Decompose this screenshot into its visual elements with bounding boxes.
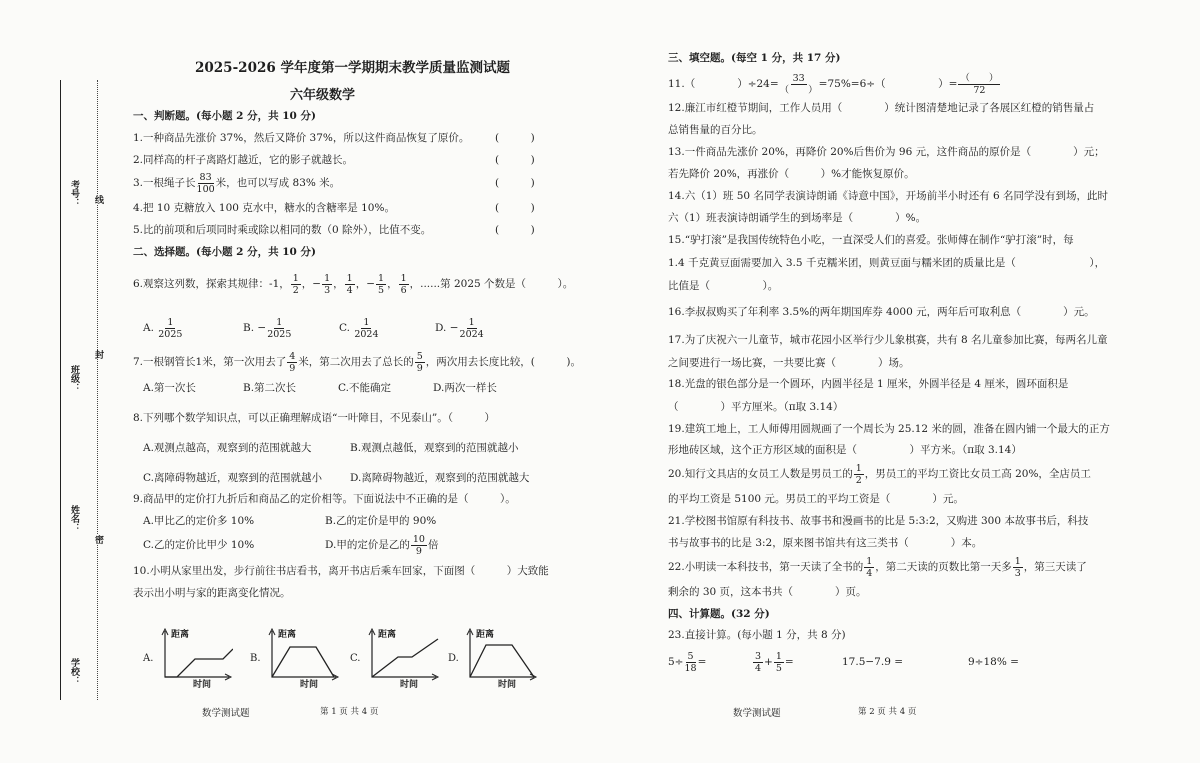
fraction: $\frac{1}{2}$ [855,462,862,486]
question-7: 7.一根钢管长1米，第一次用去了 $\frac{4}{9}$ 米，第二次用去了总长的 $\frac{5}{9}$ ，两次用去长度比较，( )。 [133,350,581,374]
q7-option-d[interactable]: D.两次一样长 [433,382,497,394]
page-number: 第 1 页 共 4 页 [320,707,379,717]
answer-paren-3[interactable]: ( ) [495,177,535,189]
sequence-fraction: $\frac{1}{4}$ [346,272,353,296]
fraction: $\frac{33}{( )}$ [779,72,818,96]
answer-paren-4[interactable]: ( ) [495,202,535,214]
binding-line [60,80,61,700]
question-18-line-2: （ ）平方厘米。（π取 3.14） [668,401,844,413]
fraction: $\frac{83}{100}$ [196,171,215,195]
distance-line [272,647,334,677]
graph-x-label: 时间 [400,680,419,690]
question-3: 3.一根绳子长 $\frac{83}{100}$ 米，也可以写成 83% 米。 [133,171,341,195]
margin-feng: 封 [93,350,103,359]
fraction: $\frac{5}{9}$ [416,350,423,374]
question-19-line-2: 形地砖区域，这个正方形区域的面积是（ ）平方米。（π取 3.14） [668,444,1022,456]
q8-option-a[interactable]: A.观测点越高，观察到的范围就越大 [143,442,312,454]
fraction: $\frac{4}{9}$ [289,350,296,374]
fraction: $\frac{1}{5}$ [775,650,782,674]
distance-line [470,645,534,677]
sequence-fraction: $\frac{1}{6}$ [400,272,407,296]
q6-option-c[interactable]: C. $\frac{1}{2024}$ [339,316,379,340]
question-22-line-1: 22.小明读一本科技书，第一天读了全书的 $\frac{1}{4}$ ，第二天读的页数比第一天多 $\frac{1}{3}$ ，第三天读了 [668,555,1087,579]
question-2: 2.同样高的杆子离路灯越近，它的影子就越长。 [133,154,354,166]
question-9: 9.商品甲的定价打九折后和商品乙的定价相等。下面说法中不正确的是（ ）。 [133,493,516,505]
question-8: 8.下列哪个数学知识点，可以正确理解成语“一叶障目，不见泰山”。（ ） [133,412,496,424]
q9-option-d[interactable]: D.甲的定价是乙的 $\frac{10}{9}$ 倍 [325,533,439,557]
sequence-fraction: $\frac{1}{2}$ [292,272,299,296]
q6-option-a[interactable]: A. $\frac{1}{2025}$ [143,316,183,340]
answer-paren-5[interactable]: ( ) [495,224,535,236]
question-23: 23.直接计算。(每小题 1 分，共 8 分) [668,629,846,641]
q10-graph-d[interactable] [448,625,538,690]
question-17-line-2: 之间要进行一场比赛，一共要比赛（ ）场。 [668,357,910,369]
question-10-line-1: 10.小明从家里出发，步行前往书店看书，离开书店后乘车回家，下面图（ ）大致能 [133,565,549,577]
section-4-heading: 四、计算题。(32 分) [668,608,770,620]
distance-line [372,639,438,677]
binding-dotted-line [97,80,98,700]
q10-graph-b[interactable] [250,625,340,690]
graph-y-label: 距离 [378,630,397,640]
fraction: $\frac{1}{2024}$ [459,316,484,340]
section-2-heading: 二、选择题。(每小题 2 分，共 10 分) [133,246,316,258]
exam-subtitle: 六年级数学 [290,88,356,103]
fraction: $\frac{( )}{72}$ [960,72,999,96]
question-1: 1.一种商品先涨价 37%，然后又降价 37%，所以这件商品恢复了原价。 [133,132,470,144]
question-15-line-1: 15.“驴打滚”是我国传统特色小吃，一直深受人们的喜爱。张师傅在制作“驴打滚”时，每 [668,234,1074,246]
fraction: $\frac{5}{18}$ [684,650,697,674]
graph-y-label: 距离 [171,630,190,640]
page-footer: 数学测试题 [733,708,781,719]
q8-option-d[interactable]: D.离障碍物越近，观察到的范围就越大 [350,472,530,484]
graph-x-label: 时间 [193,680,212,690]
calc-4: 9÷18% = [968,656,1019,668]
calc-2: $\frac{3}{4}$ + $\frac{1}{5}$ = [755,650,794,674]
fraction: $\frac{10}{9}$ [412,533,425,557]
margin-mi: 密 [93,535,103,544]
question-15-line-3: 比值是（ ）。 [668,280,779,292]
q10-graph-c[interactable] [350,625,440,690]
question-13-line-1: 13.一件商品先涨价 20%，再降价 20%后售价为 96 元，这件商品的原价是（ ）元； [668,146,1105,158]
q9-option-a[interactable]: A.甲比乙的定价多 10% [143,515,255,527]
question-18-line-1: 18.光盘的银色部分是一个圆环，内圆半径是 1 厘米，外圆半径是 4 厘米，圆环面积是 [668,378,1069,390]
exam-title: 2025-2026 学年度第一学期期末教学质量监测试题 [195,60,510,76]
exam-page-2 [600,0,1200,763]
question-5: 5.比的前项和后项同时乘或除以相同的数（0 除外），比值不变。 [133,224,432,236]
graph-x-label: 时间 [300,680,319,690]
q9-option-b[interactable]: B.乙的定价是甲的 90% [325,515,437,527]
q9-option-c[interactable]: C.乙的定价比甲少 10% [143,539,255,551]
margin-xian: 线 [93,195,103,204]
graph-y-label: 距离 [476,630,495,640]
question-15-line-2: 1.4 千克黄豆面需要加入 3.5 千克糯米团，则黄豆面与糯米团的质量比是（ ）， [668,257,1106,269]
q10-graph-a[interactable] [143,625,233,690]
answer-paren-2[interactable]: ( ) [495,154,535,166]
margin-xuexiao: 学校： [69,658,79,685]
question-21-line-1: 21.学校图书馆原有科技书、故事书和漫画书的比是 5:3:2，又购进 300 本故事书后，科技 [668,515,1089,527]
fraction: $\frac{1}{3}$ [1014,555,1021,579]
question-14-line-2: 六（1）班表演诗朗诵学生的到场率是（ ）%。 [668,212,927,224]
graph-x-label: 时间 [498,680,517,690]
question-13-line-2: 若先降价 20%，再涨价（ ）%才能恢复原价。 [668,168,915,180]
q7-option-a[interactable]: A.第一次长 [143,382,196,394]
question-11: 11.（ ）÷24= $\frac{33}{( )}$ =75%=6÷（ ）= $\frac{( )}{72}$ [668,72,999,96]
fraction: $\frac{1}{2025}$ [158,316,183,340]
margin-xingming: 姓名： [69,505,79,532]
fraction: $\frac{1}{4}$ [866,555,873,579]
page-number: 第 2 页 共 4 页 [858,707,917,717]
distance-line [165,649,233,677]
calc-1: 5÷ $\frac{5}{18}$ = [668,650,707,674]
question-17-line-1: 17.为了庆祝六一儿童节，城市花园小区举行少儿象棋赛，共有 8 名儿童参加比赛，每两名儿童 [668,334,1108,346]
question-19-line-1: 19.建筑工地上，工人师傅用圆规画了一个周长为 25.12 米的圆，准备在圆内铺一个最大的正方 [668,423,1110,435]
sequence-fraction: $\frac{1}{5}$ [378,272,385,296]
question-22-line-2: 剩余的 30 页，这本书共（ ）页。 [668,586,867,598]
q7-option-b[interactable]: B.第二次长 [243,382,297,394]
question-20-line-1: 20.知行文具店的女员工人数是男员工的 $\frac{1}{2}$ ，男员工的平均工资比女员工高 20%，全店员工 [668,462,1091,486]
margin-kaohao: 考号： [69,180,79,207]
question-16: 16.李叔叔购买了年利率 3.5%的两年期国库券 4000 元，两年后可取利息（ ）元。 [668,306,1095,318]
section-3-heading: 三、填空题。(每空 1 分，共 17 分) [668,52,841,64]
q8-option-c[interactable]: C.离障碍物越近，观察到的范围就越小 [143,472,322,484]
q8-option-b[interactable]: B.观测点越低，观察到的范围就越小 [350,442,519,454]
q7-option-c[interactable]: C.不能确定 [338,382,391,394]
question-14-line-1: 14.六（1）班 50 名同学表演诗朗诵《诗意中国》，开场前半小时还有 6 名同学没有到场，此时 [668,190,1109,202]
question-12-line-2: 总销售量的百分比。 [668,124,763,136]
sequence-fraction: $\frac{1}{3}$ [324,272,331,296]
question-12-line-1: 12.廉江市红橙节期间，工作人员用（ ）统计图清楚地记录了各展区红橙的销售量占 [668,102,1095,114]
answer-paren-1[interactable]: ( ) [495,132,535,144]
graph-option-label: D. [448,653,459,664]
section-1-heading: 一、判断题。(每小题 2 分，共 10 分) [133,110,316,122]
graph-option-label: C. [350,653,361,664]
fraction: $\frac{1}{2024}$ [354,316,379,340]
graph-option-label: B. [250,653,261,664]
question-4: 4.把 10 克糖放入 100 克水中，糖水的含糖率是 10%。 [133,202,395,214]
margin-banji: 班级： [69,365,79,392]
graph-option-label: A. [143,653,154,664]
page-footer: 数学测试题 [202,708,250,719]
question-21-line-2: 书与故事书的比是 3:2，原来图书馆共有这三类书（ ）本。 [668,537,983,549]
calc-3: 17.5−7.9 = [842,656,904,668]
q6-option-d[interactable]: D. − $\frac{1}{2024}$ [435,316,484,340]
q6-option-b[interactable]: B. − $\frac{1}{2025}$ [243,316,292,340]
fraction: $\frac{3}{4}$ [755,650,762,674]
question-6: 6.观察这列数，探索其规律：-1， $\frac{1}{2}$ ，− $\frac{1}{3}$ ， $\frac{1}{4}$ ，− $\frac{1}{5}$ ， $\frac{1}{6}$ ，......第 2025 个数是（ ）。 [133,272,574,296]
question-20-line-2: 的平均工资是 5100 元。男员工的平均工资是（ ）元。 [668,493,964,505]
fraction: $\frac{1}{2025}$ [267,316,292,340]
question-10-line-2: 表示出小明与家的距离变化情况。 [133,587,291,599]
graph-y-label: 距离 [278,630,297,640]
